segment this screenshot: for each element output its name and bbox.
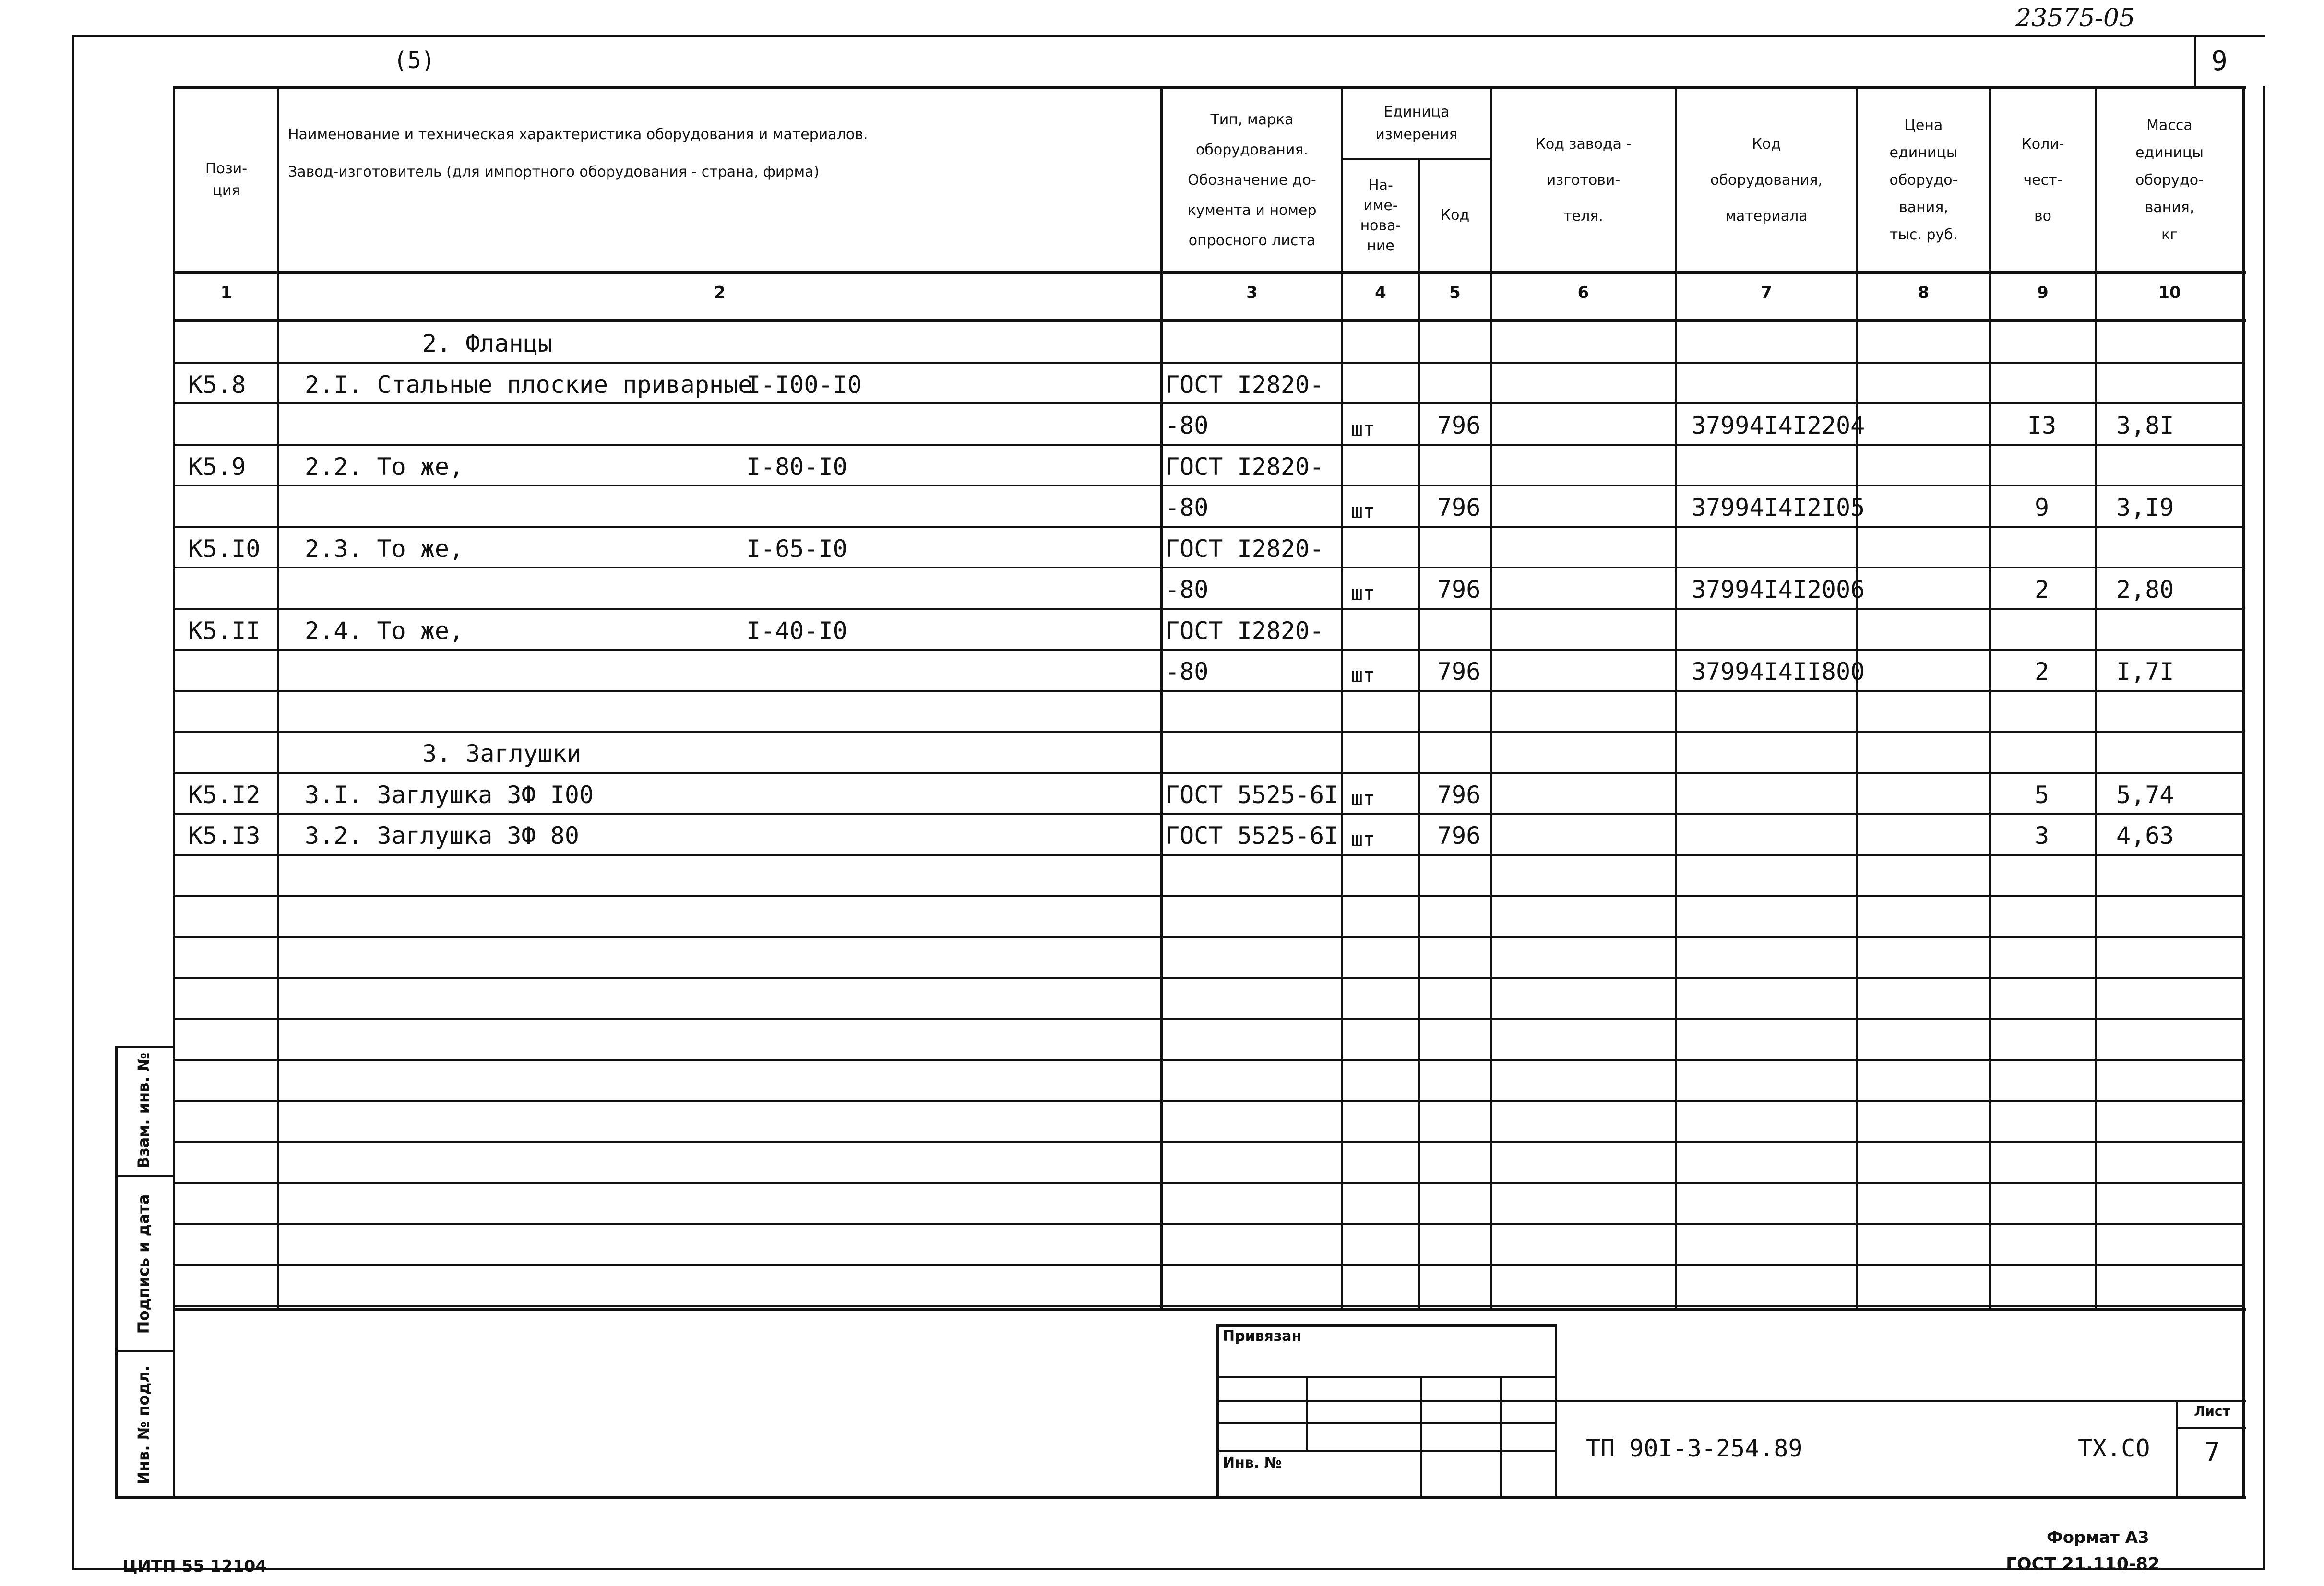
frame-right-line xyxy=(2263,86,2265,1570)
inner-right-line xyxy=(2242,86,2245,1499)
row-line xyxy=(175,1059,2242,1061)
cell-type: ГОСТ 5525-6I xyxy=(1165,781,1339,809)
footer-format: Формат А3 xyxy=(2047,1528,2149,1547)
cell-type: -80 xyxy=(1165,494,1209,521)
cell-mass: 3,I9 xyxy=(2116,494,2174,521)
col-number-2: 2 xyxy=(714,283,726,302)
cell-name: 2.4. То же, xyxy=(305,617,464,645)
row-line xyxy=(175,690,2242,692)
header-unit-code: Код xyxy=(1440,207,1470,224)
frame-left-line xyxy=(72,35,74,1570)
row-line xyxy=(175,1264,2242,1266)
cell-extra: I-65-I0 xyxy=(746,535,847,563)
row-line xyxy=(175,402,2242,404)
header-name: Наименование и техническая характеристика оборудования и материалов. Завод-изготовитель (для импортного оборудования - страна, фирма) xyxy=(288,126,868,180)
row-line xyxy=(175,567,2242,568)
cell-pos: К5.I3 xyxy=(188,822,261,850)
row-line xyxy=(175,649,2242,651)
inner-bottom-line xyxy=(115,1496,2246,1499)
row-line xyxy=(175,731,2242,733)
stamp-box-row4 xyxy=(1216,1450,1557,1452)
cell-name: 2.2. То же, xyxy=(305,453,464,481)
cell-type: ГОСТ I2820- xyxy=(1165,617,1324,645)
header-unit-name: На- име- нова- ние xyxy=(1360,177,1401,254)
header-bottom-line xyxy=(173,271,2246,274)
row-line xyxy=(175,854,2242,856)
row-line xyxy=(175,1100,2242,1102)
side-strip-left xyxy=(115,1046,118,1499)
cell-mass: 4,63 xyxy=(2116,822,2174,850)
cell-mass: 3,8I xyxy=(2116,412,2174,439)
cell-extra: I-80-I0 xyxy=(746,453,847,481)
stamp-box-row3 xyxy=(1216,1422,1557,1424)
col-number-6: 6 xyxy=(1577,283,1589,302)
cell-pos: К5.I0 xyxy=(188,535,261,563)
row-line xyxy=(175,1182,2242,1184)
side-strip-right xyxy=(173,1046,175,1499)
row-line xyxy=(175,977,2242,979)
cell-mass: 5,74 xyxy=(2116,781,2174,809)
cell-unit: шт xyxy=(1351,581,1375,605)
cell-code: 796 xyxy=(1437,494,1481,521)
header-mass: Масса единицы оборудо- вания, кг xyxy=(2135,117,2204,243)
cell-type: ГОСТ 5525-6I xyxy=(1165,822,1339,850)
cell-name: 2. Фланцы xyxy=(422,330,552,357)
row-line xyxy=(175,362,2242,364)
footer-left: ЦИТП 55 12104 xyxy=(122,1557,267,1576)
stamp-list-left xyxy=(2176,1400,2178,1499)
stamp-list-label: Лист xyxy=(2194,1403,2230,1419)
cell-name: 2.3. То же, xyxy=(305,535,464,563)
colnum-bottom-line xyxy=(173,319,2246,322)
header-factory-code: Код завода - изготови- теля. xyxy=(1535,135,1632,225)
cell-unit: шт xyxy=(1351,787,1375,810)
cell-extra: I-I00-I0 xyxy=(746,371,862,399)
header-equipment-code: Код оборудования, материала xyxy=(1710,135,1823,225)
header-type: Тип, марка оборудования. Обозначение до- кумента и номер опросного листа xyxy=(1187,111,1317,249)
footer-gost: ГОСТ 21.110-82 xyxy=(2006,1554,2160,1574)
header-price: Цена единицы оборудо- вания, тыс. руб. xyxy=(1889,117,1958,243)
cell-name: 3.I. Заглушка ЗФ I00 xyxy=(305,781,594,809)
side-label-inv-podl: Инв. № подл. xyxy=(134,1365,153,1484)
stamp-box-row1 xyxy=(1216,1376,1557,1378)
cell-unit: шт xyxy=(1351,828,1375,851)
row-line xyxy=(175,1141,2242,1143)
col-number-10: 10 xyxy=(2158,283,2181,302)
cell-pos: К5.8 xyxy=(188,371,246,399)
cell-qty: 3 xyxy=(2034,822,2050,850)
stamp-box-col3 xyxy=(1500,1376,1502,1499)
cell-equip-code: 37994I4I2I05 xyxy=(1692,494,1865,521)
cell-code: 796 xyxy=(1437,412,1481,439)
col-number-7: 7 xyxy=(1761,283,1772,302)
page-corner: 9 xyxy=(2211,46,2228,77)
cell-type: -80 xyxy=(1165,576,1209,604)
header-quantity: Коли- чест- во xyxy=(2021,135,2064,225)
cell-unit: шт xyxy=(1351,417,1375,441)
cell-type: -80 xyxy=(1165,658,1209,686)
stamp-list-no: 7 xyxy=(2204,1437,2220,1467)
row-line xyxy=(175,772,2242,774)
cell-unit: шт xyxy=(1351,499,1375,523)
row-line xyxy=(175,813,2242,815)
stamp-box-col2 xyxy=(1420,1376,1422,1499)
frame-top-line xyxy=(72,35,2265,37)
cell-name: 2.I. Стальные плоские приварные xyxy=(305,371,753,399)
col-line-4 xyxy=(1418,158,1420,1310)
stamp-top-line xyxy=(175,1308,2246,1311)
row-line xyxy=(175,1223,2242,1225)
row-line xyxy=(175,608,2242,610)
cell-pos: К5.I2 xyxy=(188,781,261,809)
cell-code: 796 xyxy=(1437,781,1481,809)
col-number-4: 4 xyxy=(1375,283,1386,302)
col-number-9: 9 xyxy=(2037,283,2049,302)
cell-pos: К5.II xyxy=(188,617,261,645)
cell-type: ГОСТ I2820- xyxy=(1165,371,1324,399)
cell-type: ГОСТ I2820- xyxy=(1165,535,1324,563)
stamp-inv-no: Инв. № xyxy=(1223,1455,1282,1471)
cell-unit: шт xyxy=(1351,663,1375,687)
header-unit-group: Единица измерения xyxy=(1375,104,1458,143)
stamp-list-div xyxy=(2176,1427,2246,1429)
row-line xyxy=(175,895,2242,897)
col-number-3: 3 xyxy=(1246,283,1258,302)
paren-label: (5) xyxy=(393,47,435,74)
cell-code: 796 xyxy=(1437,576,1481,604)
stamp-right-line xyxy=(1555,1400,2246,1402)
cell-extra: I-40-I0 xyxy=(746,617,847,645)
stamp-box-right xyxy=(1555,1324,1557,1499)
cell-equip-code: 37994I4I2006 xyxy=(1692,576,1865,604)
col-number-8: 8 xyxy=(1918,283,1930,302)
cell-pos: К5.9 xyxy=(188,453,246,481)
row-line xyxy=(175,485,2242,486)
cell-name: 3. Заглушки xyxy=(422,740,582,768)
stamp-box-left xyxy=(1216,1324,1219,1499)
cell-type: -80 xyxy=(1165,412,1209,439)
page-corner-box xyxy=(2194,35,2196,87)
stamp-sheet-code: ТХ.СО xyxy=(2078,1434,2150,1462)
stamp-doc-code: ТП 90I-3-254.89 xyxy=(1586,1434,1803,1462)
doc-number-top: 23575-05 xyxy=(2015,4,2135,33)
cell-type: ГОСТ I2820- xyxy=(1165,453,1324,481)
cell-qty: I3 xyxy=(2027,412,2057,439)
side-label-sign-date: Подпись и дата xyxy=(134,1194,153,1334)
cell-code: 796 xyxy=(1437,822,1481,850)
header-position: Пози- ция xyxy=(205,160,248,199)
row-line xyxy=(175,936,2242,938)
side-label-inv-no: Взам. инв. № xyxy=(134,1053,153,1169)
stamp-box-col1 xyxy=(1306,1376,1308,1450)
stamp-box-top xyxy=(1216,1324,1557,1327)
cell-mass: I,7I xyxy=(2116,658,2174,686)
stamp-box-row2 xyxy=(1216,1400,1557,1402)
col-number-1: 1 xyxy=(220,283,232,302)
cell-mass: 2,80 xyxy=(2116,576,2174,604)
cell-qty: 2 xyxy=(2034,576,2050,604)
cell-equip-code: 37994I4II800 xyxy=(1692,658,1865,686)
row-line xyxy=(175,526,2242,528)
row-line xyxy=(175,1018,2242,1020)
cell-equip-code: 37994I4I2204 xyxy=(1692,412,1865,439)
row-line xyxy=(175,1305,2242,1307)
stamp-privyazan: Привязан xyxy=(1223,1328,1302,1345)
cell-name: 3.2. Заглушка ЗФ 80 xyxy=(305,822,579,850)
row-line xyxy=(175,444,2242,446)
col-number-5: 5 xyxy=(1449,283,1461,302)
cell-qty: 5 xyxy=(2034,781,2050,809)
cell-qty: 2 xyxy=(2034,658,2050,686)
frame-bottom-line xyxy=(72,1568,2265,1570)
col-line-1 xyxy=(277,86,279,1310)
cell-code: 796 xyxy=(1437,658,1481,686)
cell-qty: 9 xyxy=(2034,494,2050,521)
